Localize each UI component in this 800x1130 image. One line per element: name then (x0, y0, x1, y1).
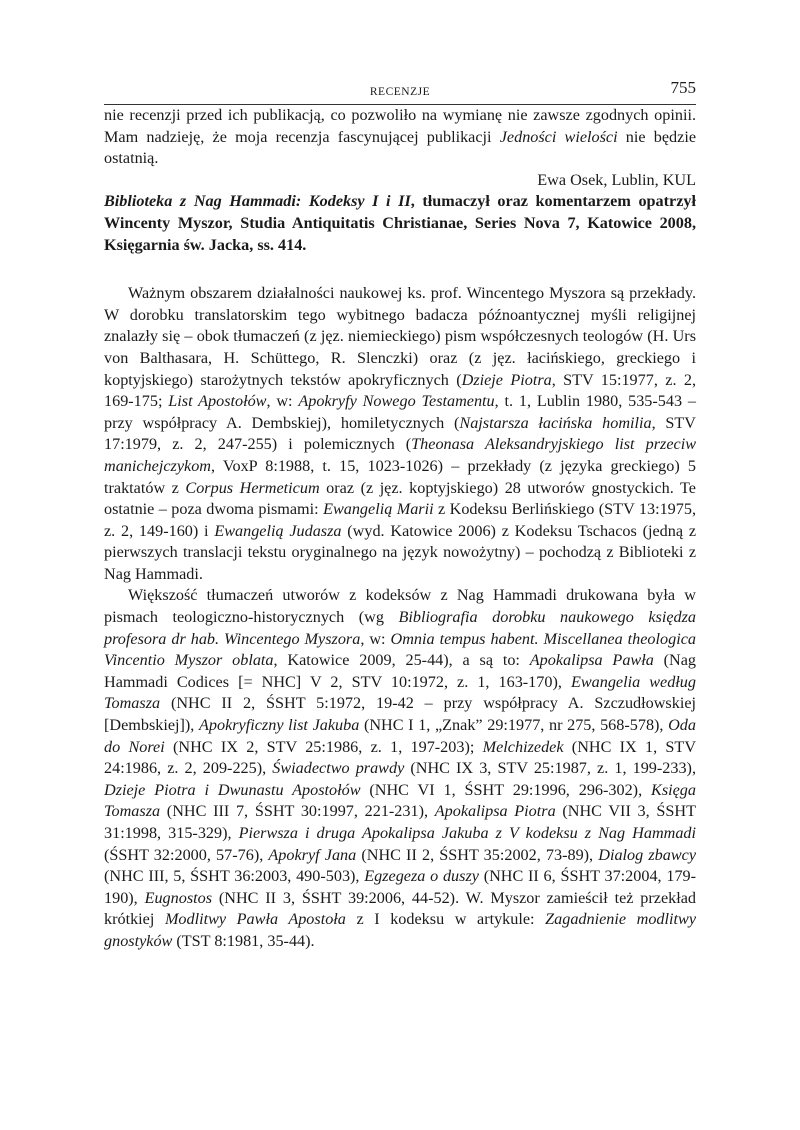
italic-title-run: Najstarsza łacińska homilia (459, 413, 652, 432)
italic-title-run: Ewangelią Marii (323, 500, 434, 519)
text-run: , STV 15:1977, z. 2, 169-175; (104, 370, 696, 411)
running-title: RECENZJE (369, 86, 431, 98)
text-run: , Katowice 2009, 25-44), a są to: (273, 651, 530, 670)
text-run: (NHC I 1, „Znak” 29:1977, nr 275, 568-578), (359, 716, 669, 735)
italic-title-run: Corpus Hermeticum (185, 478, 320, 497)
review-body (104, 283, 696, 952)
text-run: z I kodeksu w artykule: (345, 910, 546, 929)
italic-title-run: Jedności wielości (499, 127, 618, 146)
text-run: (NHC IX 1, STV 24:1986, z. 2, 209-225), (104, 737, 697, 778)
text-run: , VoxP 8:1988, t. 15, 1023-1026) – przekłady (z języka greckiego) 5 traktatów z (104, 456, 696, 497)
italic-title-run: Dialog zbawcy (598, 845, 696, 864)
italic-title-run: Omnia tempus habent. Miscellanea theologica Vincentio Myszor oblata (104, 629, 696, 670)
text-run: nie recenzji przed ich publikacją, co pozwoliło na wymianę nie zawsze zgodnych opinii. Mam nadzieję, że moja recenzja fascynującej publikacji (104, 106, 696, 146)
text-run: (NHC II 3, ŚSHT 39:2006, 44-52). W. Myszor zamieścił też przekład krótkiej (104, 888, 697, 929)
text-run: (NHC II 6, ŚSHT 37:2004, 179-190), (104, 867, 697, 907)
text-run: (NHC II 2, ŚSHT 5:1972, 19-42 – przy współpracy A. Szczudłowskiej [Dembskiej]), (104, 694, 696, 735)
italic-title-run: Świadectwo prawdy (272, 759, 405, 778)
text-run: , w: (360, 629, 391, 648)
italic-title-run: Biblioteka z Nag Hammadi: Kodeksy I i II (104, 192, 411, 211)
italic-title-run: Apokryfy Nowego Testamentu (298, 392, 495, 411)
italic-title-run: Bibliografia dorobku naukowego księdza profesora dr hab. Wincentego Myszora (104, 608, 696, 648)
text-run: , w: (266, 392, 299, 411)
page-number: 755 (670, 78, 696, 97)
text-run: (Nag Hammadi Codices [= NHC] V 2, STV 10:1972, z. 1, 163-170), (104, 651, 696, 691)
italic-title-run: List Apostołów (168, 392, 267, 411)
text-run: (NHC II 2, ŚSHT 35:2002, 73-89), (356, 845, 599, 864)
text-run: (NHC VI 1, ŚSHT 29:1996, 296-302), (360, 780, 652, 799)
document-page (104, 78, 696, 953)
text-run: , STV 17:1979, z. 2, 247-255) i polemicznych ( (104, 413, 696, 454)
text-run: (TST 8:1981, 35-44). (172, 931, 315, 950)
italic-title-run: Theonasa Aleksandryjskiego list przeciw manichejczykom (104, 435, 696, 475)
text-run: (ŚSHT 32:2000, 57-76), (104, 845, 269, 864)
italic-title-run: Eugnostos (144, 888, 213, 907)
text-run: , tłumaczył oraz komentarzem opatrzył Wincenty Myszor, Studia Antiquitatis Christianae, Series Nova 7, Katowice 2008, Księgarnia św. Jacka, ss. 414. (104, 192, 696, 254)
italic-title-run: Zagadnienie modlitwy gnostyków (104, 910, 697, 950)
continuation-paragraph (104, 105, 696, 170)
body-paragraph (104, 585, 696, 952)
text-run: (NHC IX 2, STV 25:1986, z. 1, 197-203); (164, 737, 483, 756)
text-run: (NHC III 7, ŚSHT 30:1997, 221-231), (160, 802, 435, 821)
text-run: (NHC IX 3, STV 25:1987, z. 1, 199-233), (404, 759, 696, 778)
italic-title-run: Melchizedek (482, 737, 564, 756)
text-run: Ważnym obszarem działalności naukowej ks. prof. Wincentego Myszora są przekłady. W dorobku translatorskim tego wybitnego badacza późnoantycznej myśli religijnej znalazły się – obok tłumaczeń (z jęz. niemieckiego) pism współczesnych teologów (H. Urs von Balthasara, H. Schüttego, R. Slenczki) oraz (z jęz. łacińskiego, greckiego i koptyjskiego) starożytnych tekstów apokryficznych ( (104, 284, 696, 389)
italic-title-run: Pierwsza i druga Apokalipsa Jakuba z V kodeksu z Nag Hammadi (238, 824, 697, 842)
text-run: nie będzie ostatnią. (104, 127, 697, 168)
text-run: z Kodeksu Berlińskiego (STV 13:1975, z. 2, 149-160) i (104, 500, 696, 540)
italic-title-run: Księga Tomasza (104, 780, 696, 821)
bibliographic-heading (104, 191, 696, 256)
italic-title-run: Modlitwy Pawła Apostoła (164, 910, 346, 929)
text-run: (NHC VII 3, ŚSHT 31:1998, 315-329), (104, 802, 696, 842)
italic-title-run: Dzieje Piotra i Dwunastu Apostołów (104, 780, 361, 799)
italic-title-run: Egzegeza o duszy (364, 867, 479, 886)
text-run: oraz (z jęz. koptyjskiego) 28 utworów gnostyckich. Te ostatnie – poza dwoma pismami: (104, 478, 696, 519)
italic-title-run: Apokryficzny list Jakuba (199, 716, 360, 735)
running-header (104, 78, 696, 105)
text-run: , t. 1, Lublin 1980, 535-543 – przy współpracy A. Dembskiej), homiletycznych ( (104, 392, 696, 432)
text-run: Większość tłumaczeń utworów z kodeksów z Nag Hammadi drukowana była w pismach teologiczno-historycznych (wg (104, 586, 696, 627)
italic-title-run: Apokryf Jana (268, 845, 357, 864)
text-run: (NHC III, 5, ŚSHT 36:2003, 490-503), (104, 867, 365, 886)
body-paragraph (104, 283, 696, 585)
italic-title-run: Apokalipsa Piotra (434, 802, 556, 821)
review-signature: Ewa Osek, Lublin, KUL (537, 170, 696, 189)
italic-title-run: Ewangelią Judasza (214, 521, 342, 540)
text-run: (wyd. Katowice 2006) z Kodeksu Tschacos (jedną z pierwszych translacji tekstu oryginalnego na język nowożytny) – pochodzą z Biblioteki z Nag Hammadi. (104, 521, 696, 583)
italic-title-run: Oda do Norei (104, 716, 696, 756)
italic-title-run: Dzieje Piotra (461, 370, 552, 389)
italic-title-run: Apokalipsa Pawła (529, 651, 654, 670)
italic-title-run: Ewangelia według Tomasza (104, 672, 696, 713)
